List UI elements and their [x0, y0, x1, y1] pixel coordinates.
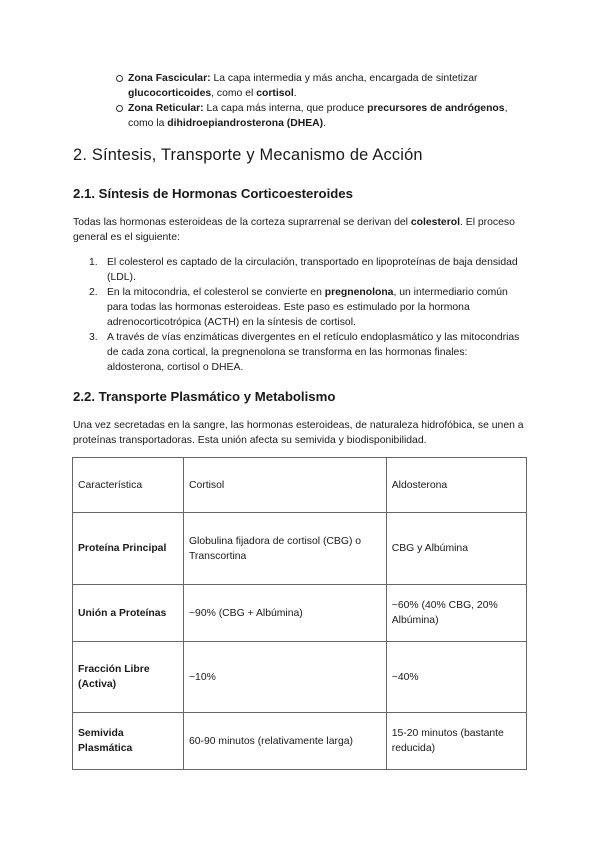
- emphasis: glucocorticoides: [128, 88, 212, 99]
- hollow-bullet-icon: [116, 105, 123, 112]
- row-label: Unión a Proteínas: [73, 585, 184, 642]
- table-row: [73, 513, 527, 585]
- list-item: 2. En la mitocondria, el colesterol se convierte en pregnenolona, un intermediario común para todas las hormonas esteroideas. Este paso es estimulado por la hormona adrenocorticotrópica (ACTH) en la síntesis de cortisol.: [89, 287, 508, 328]
- emphasis: precursores de andrógenos: [367, 103, 505, 114]
- transport-table: [72, 457, 527, 770]
- subsection-heading-synthesis: 2.1. Síntesis de Hormonas Corticoesteroides: [73, 186, 353, 201]
- section-heading: 2. Síntesis, Transporte y Mecanismo de Acción: [73, 146, 423, 164]
- table-cell: Globulina fijadora de cortisol (CBG) o Transcortina: [183, 513, 386, 585]
- table-row: [73, 585, 527, 642]
- list-item: Zona Reticular: La capa más interna, que produce precursores de andrógenos, como la dihidroepiandrosterona (DHEA).: [128, 101, 528, 131]
- table-header-row: [73, 458, 527, 513]
- synthesis-intro: Todas las hormonas esteroideas de la corteza suprarrenal se derivan del colesterol. El proceso general es el siguiente:: [73, 217, 515, 243]
- synthesis-steps: [89, 255, 527, 375]
- list-item: 1. El colesterol es captado de la circulación, transportado en lipoproteínas de baja densidad (LDL).: [89, 257, 518, 283]
- emphasis: dihidroepiandrosterona (DHEA): [167, 118, 324, 129]
- transport-intro: Una vez secretadas en la sangre, las hormonas esteroideas, de naturaleza hidrofóbica, se unen a proteínas transportadoras. Esta unión afecta su semivida y biodisponibilidad.: [73, 420, 524, 446]
- emphasis: cortisol: [256, 88, 294, 99]
- subsection-heading-transport: 2.2. Transporte Plasmático y Metabolismo: [73, 389, 336, 404]
- table-cell: 60-90 minutos (relativamente larga): [183, 713, 386, 770]
- table-header-cell: Aldosterona: [386, 458, 526, 513]
- emphasis: pregnenolona: [324, 287, 394, 298]
- table-cell: 15-20 minutos (bastante reducida): [386, 713, 526, 770]
- emphasis: colesterol: [410, 217, 460, 228]
- zone-name: Zona Fascicular:: [128, 73, 211, 84]
- zone-name: Zona Reticular:: [128, 103, 204, 114]
- list-item: 3. A través de vías enzimáticas divergentes en el retículo endoplasmático y las mitocondrias de cada zona cortical, la pregnenolona se transforma en las hormonas finales: aldosterona, cortisol o DHEA.: [89, 332, 520, 373]
- table-cell: ~40%: [386, 642, 526, 713]
- table-header-cell: Característica: [73, 458, 184, 513]
- table-row: [73, 642, 527, 713]
- zone-list: [128, 71, 528, 131]
- table-cell: CBG y Albúmina: [386, 513, 526, 585]
- table-row: [73, 713, 527, 770]
- table-cell: ~10%: [183, 642, 386, 713]
- hollow-bullet-icon: [116, 75, 123, 82]
- row-label: Proteína Principal: [73, 513, 184, 585]
- table-header-cell: Cortisol: [183, 458, 386, 513]
- table-cell: ~60% (40% CBG, 20% Albúmina): [386, 585, 526, 642]
- list-item: Zona Fascicular: La capa intermedia y más ancha, encargada de sintetizar glucocorticoides, como el cortisol.: [128, 71, 528, 101]
- row-label: Fracción Libre (Activa): [73, 642, 184, 713]
- row-label: Semivida Plasmática: [73, 713, 184, 770]
- table-cell: ~90% (CBG + Albúmina): [183, 585, 386, 642]
